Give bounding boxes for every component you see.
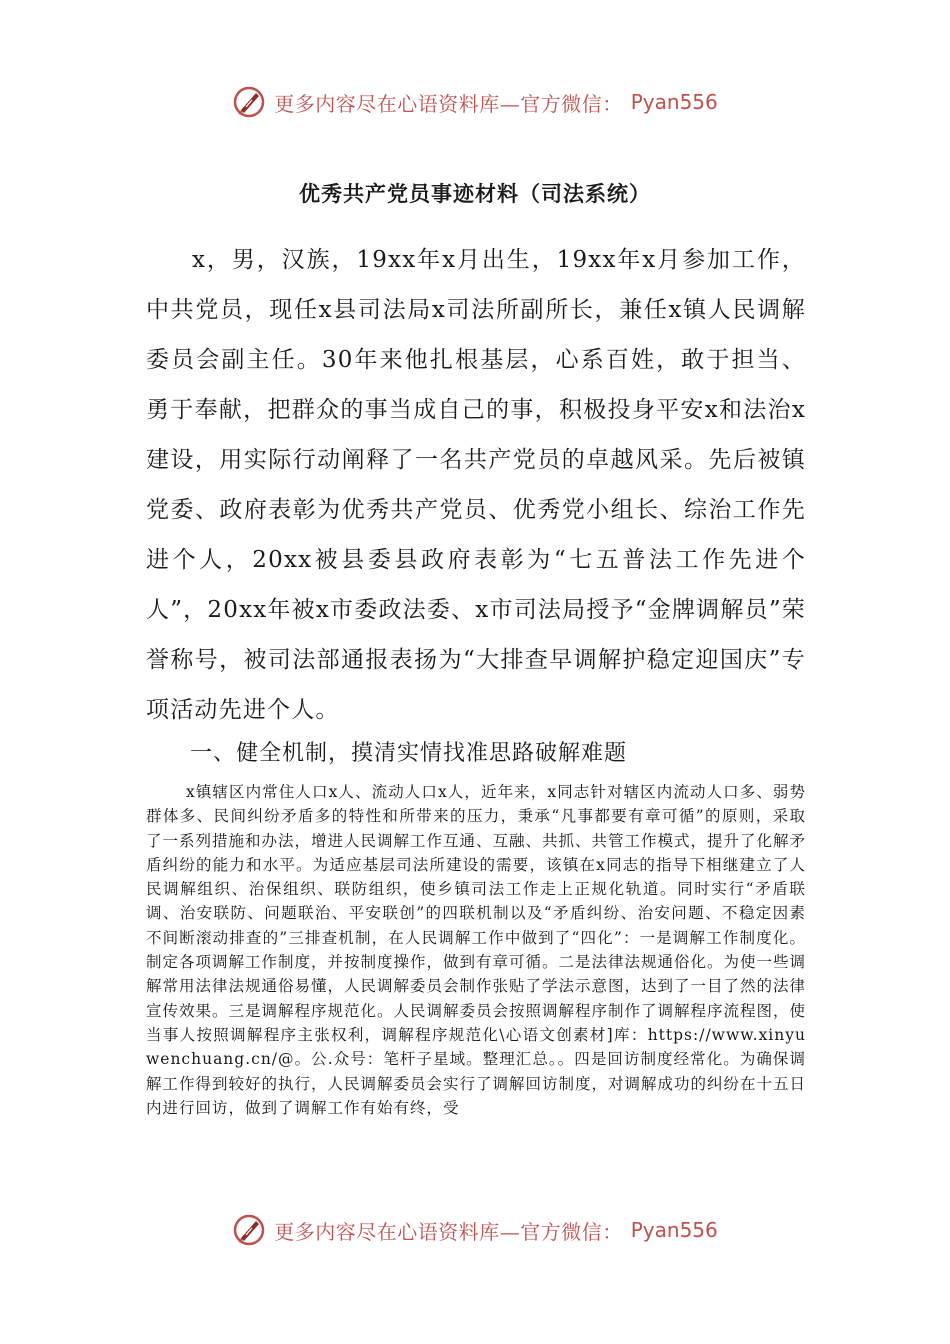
watermark-banner-bottom (0, 1210, 950, 1250)
quill-logo-icon (232, 85, 266, 119)
section-heading: 一、健全机制，摸清实情找准思路破解难题 (190, 741, 628, 766)
section-body-paragraph: x镇辖区内常住人口x人、流动人口x人，近年来，x同志针对辖区内流动人口多、弱势群体多、民间纠纷矛盾多的特性和所带来的压力，秉承“凡事都要有章可循”的原则，采取了一系列措施和办法，增进人民调解工作互通、互融、共抓、共管工作模式，提升了化解矛盾纠纷的能力和水平。为适应基层司法所建设的需要，该镇在x同志的指导下相继建立了人民调解组织、治保组织、联防组织，使乡镇司法工作走上正规化轨道。同时实行“矛盾联调、治安联防、问题联治、平安联创”的四联机制以及“矛盾纠纷、治安问题、不稳定因素不间断滚动排查的”三排查机制，在人民调解工作中做到了“四化”：一是调解工作制度化。制定各项调解工作制度，并按制度操作，做到有章可循。二是法律法规通俗化。为使一些调解常用法律法规通俗易懂，人民调解委员会制作张贴了学法示意图，达到了一目了然的法律宣传效果。三是调解程序规范化。人民调解委员会按照调解程序制作了调解程序流程图，使当事人按照调解程序主张权利，调解程序规范化\心语文创素材]库：https://www.xinyuwenchuang.cn/@。公.众号：笔杆子星域。整理汇总。。四是回访制度经常化。为确保调解工作得到较好的执行，人民调解委员会实行了调解回访制度，对调解成功的纠纷在十五日内进行回访，做到了调解工作有始有终，受 (146, 783, 807, 1117)
document-title: 优秀共产党员事迹材料（司法系统） (299, 182, 651, 206)
intro-paragraph: x，男，汉族，19xx年x月出生，19xx年x月参加工作，中共党员，现任x县司法局x司法所副所长，兼任x镇人民调解委员会副主任。30年来他扎根基层，心系百姓，敢于担当、勇于奉献，把群众的事当成自己的事，积极投身平安x和法治x建设，用实际行动阐释了一名共产党员的卓越风采。先后被镇党委、政府表彰为优秀共产党员、优秀党小组长、综治工作先进个人，20xx被县委县政府表彰为“七五普法工作先进个人”，20xx年被x市委政法委、x市司法局授予“金牌调解员”荣誉称号，被司法部通报表扬为“大排查早调解护稳定迎国庆”专项活动先进个人。 (146, 247, 806, 723)
quill-logo-icon (232, 1213, 266, 1247)
wechat-id: Pyan556 (630, 1218, 718, 1242)
wechat-id: Pyan556 (630, 90, 718, 114)
watermark-text: 更多内容尽在心语资料库—官方微信： (274, 1219, 623, 1244)
watermark-banner-top (0, 82, 950, 122)
watermark-text: 更多内容尽在心语资料库—官方微信： (274, 91, 623, 116)
